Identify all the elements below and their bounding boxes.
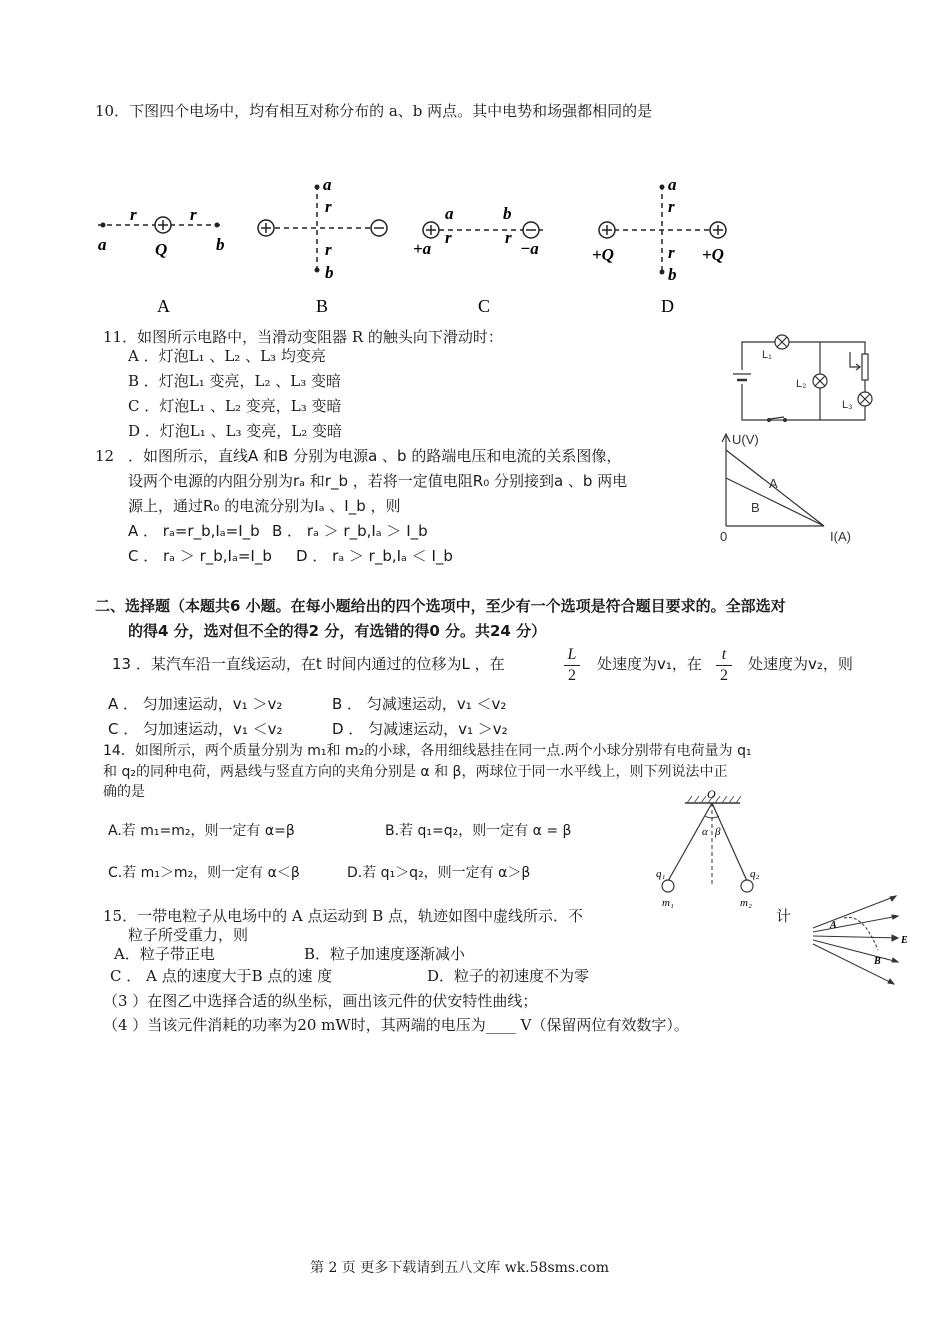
q13-option-d: D ． 匀减速运动，v₁ ＞v₂ — [332, 720, 508, 738]
label-plus-a: +a — [413, 239, 432, 258]
label-b: b — [503, 204, 512, 223]
q13-stem-part-2: 处速度为v₁，在 — [597, 655, 702, 673]
label-L3: L₃ — [842, 399, 853, 411]
label-a: a — [323, 175, 332, 194]
label-plus-Q: +Q — [592, 245, 614, 264]
label-a: a — [98, 235, 107, 254]
label-r: r — [325, 197, 332, 216]
q13-option-c: C ． 匀加速运动，v₁ ＜v₂ — [108, 720, 283, 738]
label-Q: Q — [155, 240, 168, 259]
diagram-d — [592, 175, 726, 316]
q11-option-d: D ．灯泡L₁ 、L₃ 变亮，L₂ 变暗 — [128, 422, 343, 440]
q10-field-diagrams — [90, 170, 750, 320]
q13-fraction-L-over-2 — [564, 646, 580, 685]
q12-line-3: 源上，通过R₀ 的电流分别为Iₐ 、I_b ，则 — [128, 497, 401, 515]
q11-stem: 11．如图所示电路中，当滑动变阻器 R 的触头向下滑动时： — [103, 328, 503, 346]
part-3-text: （3 ）在图乙中选择合适的纵坐标，画出该元件的伏安特性曲线； — [103, 992, 538, 1010]
q14-line-1: 14．如图所示，两个质量分别为 m₁和 m₂的小球，各用细线悬挂在同一点.两个小球分别带有电荷量为 q₁ — [103, 743, 752, 759]
fraction-numerator: t — [721, 646, 727, 663]
option-D-label: D — [661, 296, 674, 316]
label-b: b — [216, 235, 225, 254]
q14-pendulum-diagram — [650, 788, 775, 910]
q14-option-d: D.若 q₁＞q₂，则一定有 α＞β — [347, 865, 531, 881]
label-minus-a: −a — [520, 239, 539, 258]
q13-option-b: B ． 匀减速运动，v₁ ＜v₂ — [332, 695, 507, 713]
q14-line-2: 和 q₂的同种电荷，两悬线与竖直方向的夹角分别是 α 和 β，两球位于同一水平线上，则下列说法中正 — [103, 764, 728, 780]
origin-label: 0 — [720, 529, 728, 544]
label-q2: q₂ — [750, 868, 760, 880]
label-b: b — [668, 265, 677, 284]
label-r: r — [668, 197, 675, 216]
fraction-denominator: 2 — [720, 667, 728, 684]
label-r: r — [445, 228, 452, 247]
line-A-label: A — [769, 476, 778, 491]
label-r: r — [668, 243, 675, 262]
q13-stem-part-3: 处速度为v₂，则 — [748, 655, 853, 673]
q15-line-2: 粒子所受重力，则 — [128, 926, 249, 944]
q12-number: 12 — [95, 447, 115, 465]
label-beta: β — [715, 826, 721, 838]
q15-option-a: A．粒子带正电 — [114, 945, 215, 963]
label-B: B — [874, 956, 881, 967]
label-L1: L₁ — [762, 349, 772, 361]
label-b: b — [325, 263, 334, 282]
part-4-text: （4 ）当该元件消耗的功率为20 mW时，其两端的电压为____ V（保留两位有效数字）。 — [103, 1016, 689, 1034]
label-m2: m₂ — [740, 897, 752, 909]
label-r: r — [130, 205, 137, 224]
diagram-a — [98, 205, 225, 316]
diagram-c — [413, 204, 545, 316]
x-axis-label: I(A) — [830, 529, 851, 544]
section-2-header-line-2: 的得4 分，选对但不全的得2 分，有选错的得0 分。共24 分） — [128, 622, 547, 640]
label-A: A — [830, 920, 837, 931]
q15-option-d: D．粒子的初速度不为零 — [427, 967, 590, 985]
q12-ui-graph — [712, 430, 862, 550]
option-B-label: B — [316, 296, 329, 316]
y-axis-label: U(V) — [732, 432, 759, 447]
q14-option-c: C.若 m₁＞m₂，则一定有 α＜β — [108, 865, 300, 881]
q13-option-a: A ． 匀加速运动，v₁ ＞v₂ — [108, 695, 283, 713]
q14-line-3: 确的是 — [103, 784, 145, 800]
label-q1: q₁ — [656, 868, 666, 880]
label-a: a — [668, 175, 677, 194]
q15-field-lines-diagram — [808, 888, 918, 988]
q12-option-d: D ． rₐ ＞ r_b,Iₐ ＜ I_b — [296, 547, 453, 565]
line-B-label: B — [751, 500, 760, 515]
q15-line-1: 15．一带电粒子从电场中的 A 点运动到 B 点，轨迹如图中虚线所示．不 — [103, 907, 584, 925]
q12-option-a: A ． rₐ=r_b,Iₐ=I_b — [128, 522, 260, 540]
section-2-header-line-1: 二、选择题（本题共6 小题。在每小题给出的四个选项中，至少有一个选项是符合题目要求的。全部选对 — [95, 597, 786, 615]
q15-option-c: C ． A 点的速度大于B 点的速 度 — [110, 967, 333, 985]
label-L2: L₂ — [796, 378, 807, 390]
q11-option-a: A ．灯泡L₁ 、L₂ 、L₃ 均变亮 — [128, 347, 326, 365]
label-plus-Q: +Q — [702, 245, 724, 264]
q13-stem-part-1: 13 ．某汽车沿一直线运动，在t 时间内通过的位移为L ，在 — [112, 655, 505, 673]
fraction-numerator: L — [567, 646, 577, 663]
label-a: a — [445, 204, 454, 223]
q12-option-b: B ． rₐ ＞ r_b,Iₐ ＞ I_b — [272, 522, 428, 540]
q11-option-b: B ．灯泡L₁ 变亮，L₂ 、L₃ 变暗 — [128, 372, 342, 390]
q12-option-c: C ． rₐ ＞ r_b,Iₐ=I_b — [128, 547, 272, 565]
option-A-label: A — [157, 296, 170, 316]
q11-circuit-diagram — [730, 330, 880, 430]
q15-option-b: B．粒子加速度逐渐减小 — [304, 945, 466, 963]
diagram-b — [258, 175, 387, 316]
label-r: r — [325, 240, 332, 259]
q14-option-a: A.若 m₁=m₂，则一定有 α=β — [108, 823, 295, 839]
q15-line-1-end: 计 — [776, 907, 792, 925]
q12-line-2: 设两个电源的内阻分别为rₐ 和r_b ，若将一定值电阻R₀ 分别接到a 、b 两电 — [128, 472, 628, 490]
q10-stem: 10．下图四个电场中，均有相互对称分布的 a、b 两点。其中电势和场强都相同的是 — [95, 102, 653, 120]
label-O: O — [707, 788, 716, 801]
option-C-label: C — [478, 296, 491, 316]
label-E: E — [901, 935, 908, 946]
label-r: r — [190, 205, 197, 224]
label-alpha: α — [702, 826, 708, 838]
fraction-denominator: 2 — [568, 667, 576, 684]
q13-fraction-t-over-2 — [716, 646, 732, 685]
q12-line-1: ．如图所示，直线A 和B 分别为电源a 、b 的路端电压和电流的关系图像， — [128, 447, 622, 465]
label-m1: m₁ — [662, 897, 674, 909]
label-r: r — [505, 228, 512, 247]
page-footer: 第 2 页 更多下载请到五八文库 wk.58sms.com — [310, 1260, 610, 1276]
q11-option-c: C ．灯泡L₁ 、L₂ 变亮，L₃ 变暗 — [128, 397, 342, 415]
q14-option-b: B.若 q₁=q₂，则一定有 α = β — [385, 823, 572, 839]
